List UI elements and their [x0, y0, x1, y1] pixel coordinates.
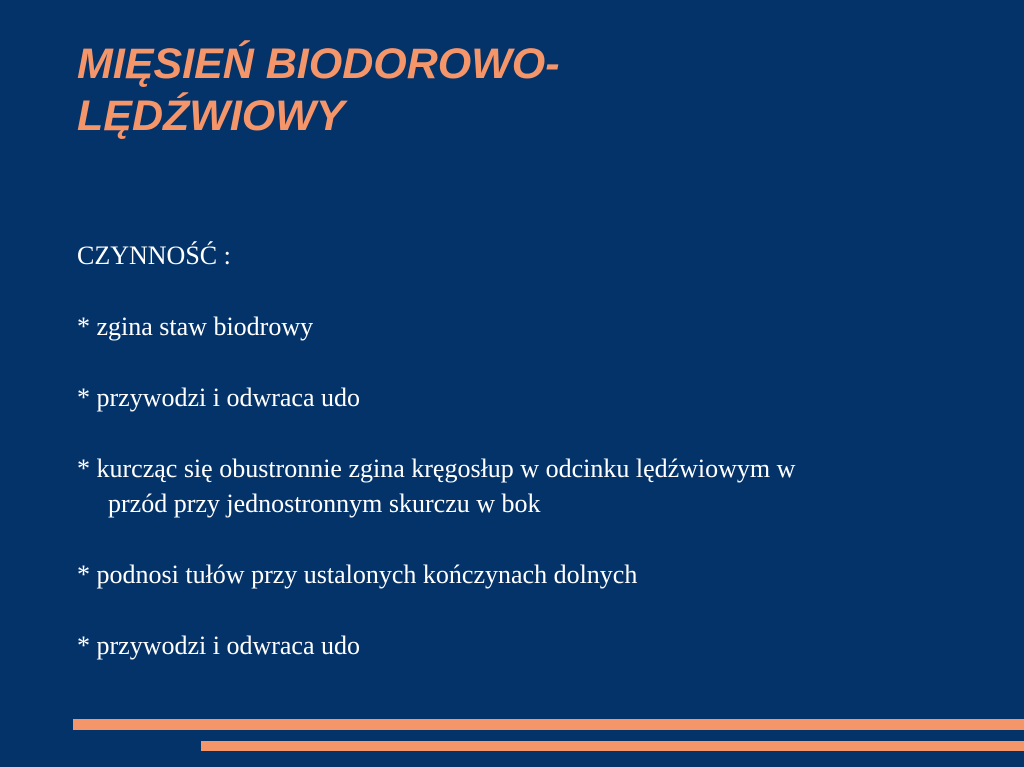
slide-title-line-1: MIĘSIEŃ BIODOROWO- — [77, 40, 560, 88]
list-item: * przywodzi i odwraca udo — [77, 383, 361, 412]
list-item: * kurcząc się obustronnie zgina kręgosłup w odcinku lędźwiowym w — [77, 454, 796, 483]
list-item-continuation: przód przy jednostronnym skurczu w bok — [108, 489, 541, 518]
slide-content — [77, 238, 977, 663]
slide-title-line-2: LĘDŹWIOWY — [77, 92, 345, 140]
list-item: * zgina staw biodrowy — [77, 312, 314, 341]
list-item: * podnosi tułów przy ustalonych kończynach dolnych — [77, 560, 638, 589]
content-heading: CZYNNOŚĆ : — [77, 241, 231, 270]
decorative-bar-top — [73, 719, 1024, 730]
list-item: * przywodzi i odwraca udo — [77, 631, 361, 660]
slide-title — [77, 38, 957, 142]
decorative-bar-bottom — [201, 741, 1024, 751]
